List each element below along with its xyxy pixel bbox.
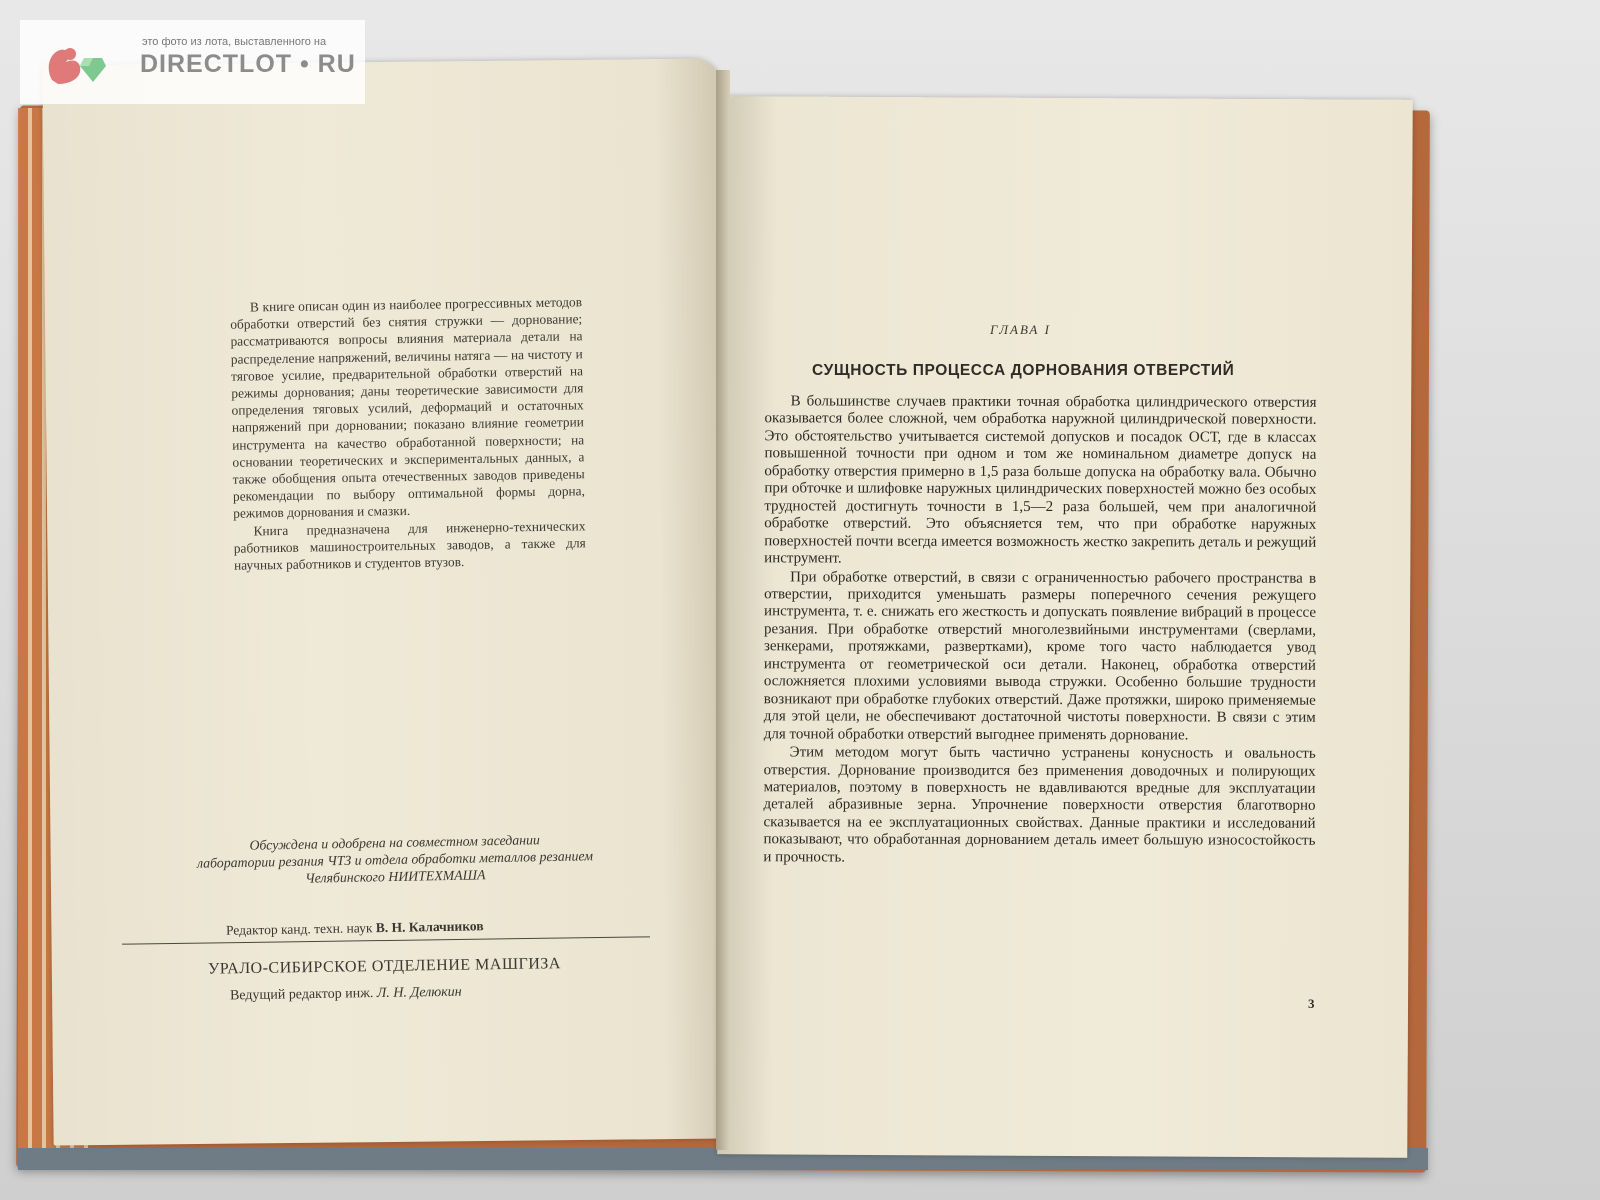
approval-line: Обсуждена и одобрена на совместном заседании xyxy=(249,832,541,853)
approval-line: Челябинского НИИТЕХМАША xyxy=(305,867,486,886)
editor-name: В. Н. Калачников xyxy=(375,918,484,936)
chapter-body xyxy=(763,393,1316,869)
book-abstract xyxy=(230,293,586,574)
lead-editor-name: Л. Н. Делюкин xyxy=(376,984,462,1002)
abstract-paragraph: Книга предназначена для инженерно-технических работников машиностроительных заводов, а также для научных работников и студентов втузов. xyxy=(233,517,586,573)
body-paragraph: Этим методом могут быть частично устранены конусность и овальность отверстия. Дорнование производится без применения доводочных и полирующих материалов, поэтому в поверхность не вдавливаются вредные для эксплуатации деталей абразивные зерна. Упрочнение поверхности отверстия благотворно сказывается на ее эксплуатационных свойствах. Данные практики и исследований показывают, что обработанная дорнованием деталь имеет большую износостойкость и прочность. xyxy=(763,744,1316,866)
chapter-label: ГЛАВА I xyxy=(990,322,1051,337)
editor-prefix: Редактор канд. техн. наук xyxy=(225,920,373,938)
page-number: 3 xyxy=(1308,996,1315,1011)
approval-line: лаборатории резания ЧТЗ и отдела обработки металлов резанием xyxy=(196,848,594,871)
chapter-title: СУЩНОСТЬ ПРОЦЕССА ДОРНОВАНИЯ ОТВЕРСТИЙ xyxy=(812,362,1235,379)
left-page xyxy=(42,58,733,1145)
watermark-banner xyxy=(20,20,365,104)
lead-editor-prefix: Ведущий редактор инж. xyxy=(229,986,374,1004)
body-paragraph: При обработке отверстий, в связи с ограниченностью рабочего пространства в отверстии, приходится уменьшать размеры поперечного сечения режущего инструмента, т. е. снижать его жесткость и допускать появление вибраций в процессе резания. При обработке отверстий многолезвийными инструментами (сверлами, зенкерами, протяжками, развертками), кроме того часто наблюдается увод инструмента от геометрической оси детали. Наконец, обработка отверстий осложняется плохими условиями вывода стружки. Особенно большие трудности возникают при обработке глубоких отверстий. Даже протяжки, широко применяемые для этой цели, не обеспечивают достаточной чистоты поверхности. В связи с этим для точной обработки отверстий выгоднее применять дорнование. xyxy=(763,568,1317,743)
abstract-paragraph: В книге описан один из наиболее прогрессивных методов обработки отверстий без снятия стружки — дорнование; рассматриваются вопросы влияния материала детали на распределение напряжений, величины натяга — на чистоту и тяговое усилие, предварительной обработки отверстий на режимы дорнования; даны теоретические зависимости для определения тяговых усилий, деформаций и остаточных напряжений при дорновании; показано влияние геометрии инструмента на качество обработанной поверхности; на основании теоретических и экспериментальных данных, а также обобщения опыта отечественных заводов приведены рекомендации по выбору оптимальной формы дорна, режимов дорнования и смазки. xyxy=(230,294,586,522)
approval-note xyxy=(160,829,631,889)
watermark-brand: DIRECTLOT • RU xyxy=(140,50,356,78)
squirrel-diamond-logo-icon xyxy=(44,40,110,88)
watermark-caption: это фото из лота, выставленного на xyxy=(142,36,327,48)
book-gutter xyxy=(716,70,730,1150)
body-paragraph: В большинстве случаев практики точная обработка цилиндрического отверстия оказывается более сложной, чем обработка наружной цилиндрической поверхности. Это обстоятельство учитывается системой допусков и посадок ОСТ, где в классах повышенной точности при одном и том же номинальном диаметре допуск на обработку отверстия примерно в 1,5 раза больше допуска на обработку вала. Обычно при обточке и шлифовке наружных цилиндрических поверхностей можно без особых трудностей достигнуть точности в 1,5—2 раза большей, чем при аналогичной обработке отверстий. Это объясняется тем, что при обработке наружных поверхностей почти всегда имеется возможность жестко закрепить деталь и режущий инструмент. xyxy=(764,393,1317,567)
publisher-name: УРАЛО-СИБИРСКОЕ ОТДЕЛЕНИЕ МАШГИЗА xyxy=(207,955,562,978)
